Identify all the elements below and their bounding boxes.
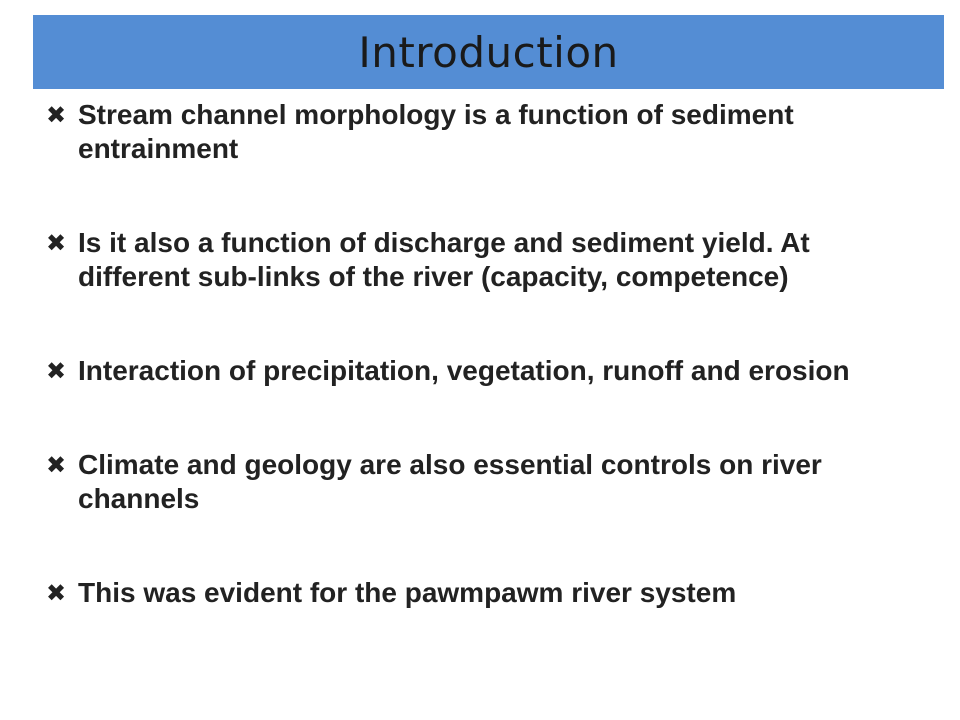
bullet-item bbox=[46, 354, 926, 388]
bullet-text: Is it also a function of discharge and sediment yield. At different sub-links of the river (capacity, competence) bbox=[78, 227, 810, 292]
bullet-text: Stream channel morphology is a function of sediment entrainment bbox=[78, 99, 794, 164]
bullet-item bbox=[46, 576, 926, 610]
x-mark-icon: ✖ bbox=[46, 357, 67, 385]
x-mark-icon: ✖ bbox=[46, 451, 67, 479]
x-mark-icon: ✖ bbox=[46, 579, 67, 607]
bullet-text: Interaction of precipitation, vegetation, runoff and erosion bbox=[78, 355, 850, 386]
bullet-item bbox=[46, 98, 926, 166]
bullet-list bbox=[46, 98, 926, 670]
bullet-item bbox=[46, 226, 926, 294]
x-mark-icon: ✖ bbox=[46, 101, 67, 129]
slide-title: Introduction bbox=[358, 27, 619, 77]
bullet-item bbox=[46, 448, 926, 516]
bullet-text: Climate and geology are also essential controls on river channels bbox=[78, 449, 822, 514]
bullet-text: This was evident for the pawmpawm river system bbox=[78, 577, 737, 608]
x-mark-icon: ✖ bbox=[46, 229, 67, 257]
title-bar bbox=[33, 15, 944, 89]
